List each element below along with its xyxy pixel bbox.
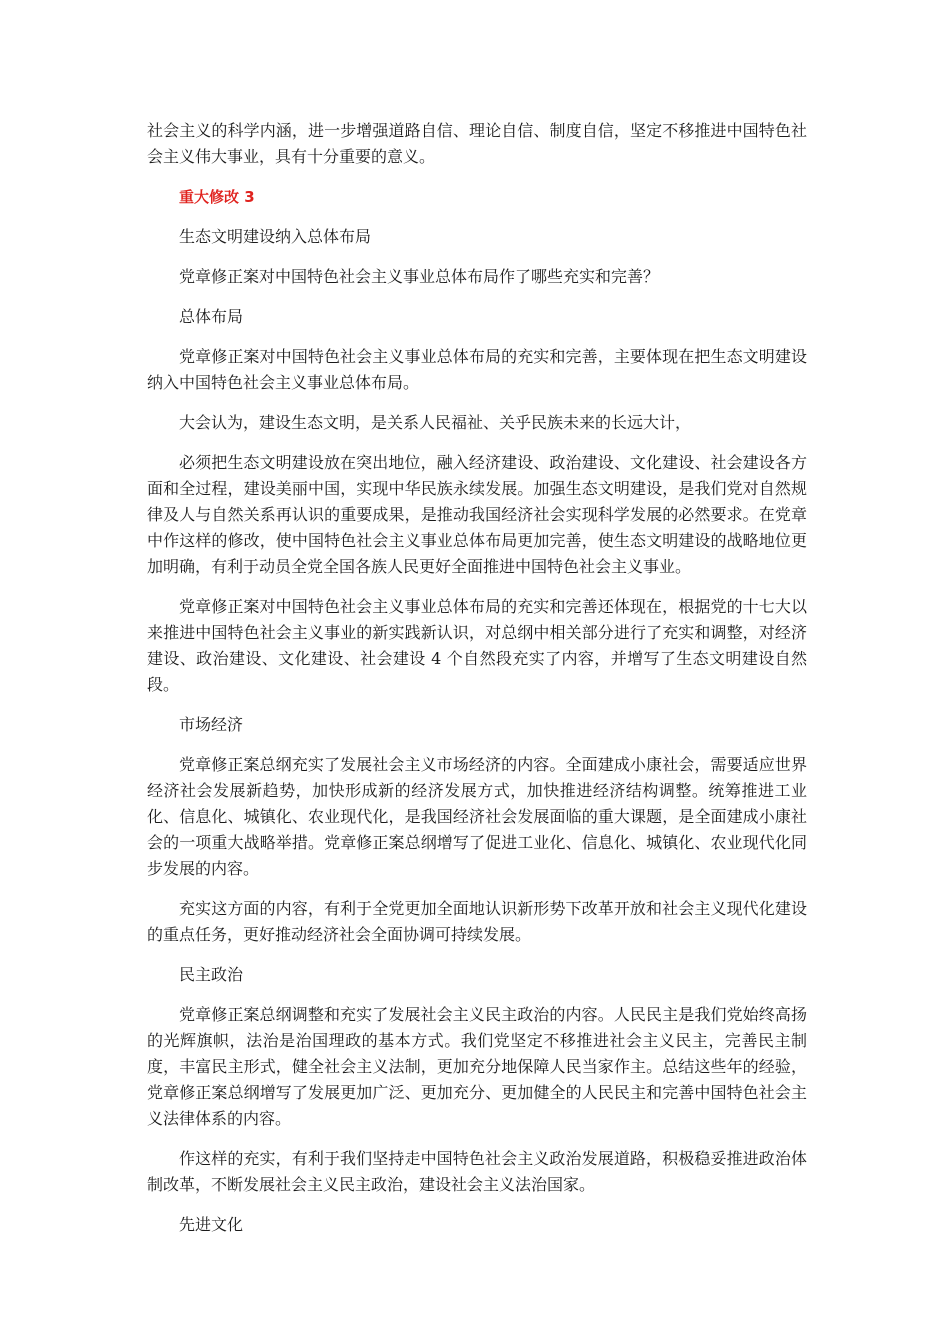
paragraph: 大会认为，建设生态文明，是关系人民福祉、关乎民族未来的长远大计， [179,413,692,432]
opening-paragraph: 社会主义的科学内涵，进一步增强道路自信、理论自信、制度自信，坚定不移推进中国特色社会主义伟大事业，具有十分重要的意义。 [147,121,807,166]
paragraph: 党章修正案总纲充实了发展社会主义市场经济的内容。全面建成小康社会，需要适应世界经济社会发展新趋势，加快形成新的经济发展方式，加快推进经济结构调整。统筹推进工业化、信息化、城镇化、农业现代化，是我国经济社会发展面临的重大课题，是全面建成小康社会的一项重大战略举措。党章修正案总纲增写了促进工业化、信息化、城镇化、农业现代化同步发展的内容。 [147,755,807,878]
paragraph: 党章修正案对中国特色社会主义事业总体布局的充实和完善，主要体现在把生态文明建设纳入中国特色社会主义事业总体布局。 [147,347,807,392]
question: 党章修正案对中国特色社会主义事业总体布局作了哪些充实和完善？ [179,267,660,286]
subheading-democratic-politics: 民主政治 [179,965,244,984]
section-title: 生态文明建设纳入总体布局 [179,227,372,246]
paragraph: 党章修正案总纲调整和充实了发展社会主义民主政治的内容。人民民主是我们党始终高扬的光辉旗帜，法治是治国理政的基本方式。我们党坚定不移推进社会主义民主，完善民主制度，丰富民主形式，健全社会主义法制，更加充分地保障人民当家作主。总结这些年的经验，党章修正案总纲增写了发展更加广泛、更加充分、更加健全的人民民主和完善中国特色社会主义法律体系的内容。 [147,1005,807,1128]
paragraph: 充实这方面的内容，有利于全党更加全面地认识新形势下改革开放和社会主义现代化建设的重点任务，更好推动经济社会全面协调可持续发展。 [147,899,807,944]
subheading-advanced-culture: 先进文化 [179,1215,244,1234]
subheading-overall-layout: 总体布局 [179,307,244,326]
subheading-market-economy: 市场经济 [179,715,244,734]
document-body [147,118,807,1238]
paragraph: 作这样的充实，有利于我们坚持走中国特色社会主义政治发展道路，积极稳妥推进政治体制改革，不断发展社会主义民主政治，建设社会主义法治国家。 [147,1149,807,1194]
paragraph: 必须把生态文明建设放在突出地位，融入经济建设、政治建设、文化建设、社会建设各方面和全过程，建设美丽中国，实现中华民族永续发展。加强生态文明建设，是我们党对自然规律及人与自然关系再认识的重要成果，是推动我国经济社会实现科学发展的必然要求。在党章中作这样的修改，使中国特色社会主义事业总体布局更加完善，使生态文明建设的战略地位更加明确，有利于动员全党全国各族人民更好全面推进中国特色社会主义事业。 [147,453,807,576]
section-heading: 重大修改 3 [179,188,255,206]
paragraph: 党章修正案对中国特色社会主义事业总体布局的充实和完善还体现在，根据党的十七大以来推进中国特色社会主义事业的新实践新认识，对总纲中相关部分进行了充实和调整，对经济建设、政治建设、文化建设、社会建设 4 个自然段充实了内容，并增写了生态文明建设自然段。 [147,597,807,694]
